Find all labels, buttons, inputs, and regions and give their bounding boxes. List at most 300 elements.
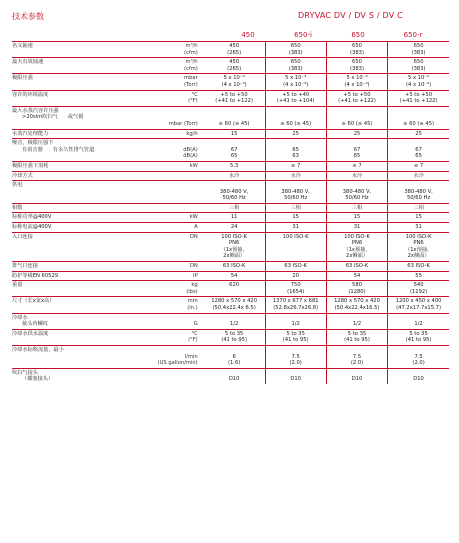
value-line: +5 to +50 [405, 91, 433, 98]
value-cell-650 [326, 232, 387, 261]
value-line: 5 to 35 [286, 330, 305, 337]
unit-line: DN [189, 233, 198, 240]
value-line [329, 315, 385, 322]
value-line: 54 [353, 272, 361, 279]
value-cell-650-i [265, 181, 326, 204]
value-line: 6 [232, 353, 236, 360]
unit-cell [137, 203, 204, 213]
value-line: 三相 [351, 204, 363, 211]
unit-line [139, 140, 198, 147]
unit-line: °C [191, 330, 198, 337]
value-line: ≤ 7 [413, 162, 424, 169]
value-cell-650-r [388, 213, 449, 223]
spec-row [12, 313, 449, 329]
param-cell [12, 262, 137, 272]
unit-line [139, 173, 198, 180]
value-cell-650 [326, 42, 387, 58]
value-line: PN6 [228, 240, 240, 247]
product-series-title: DRYVAC DV / DV S / DV C [298, 11, 403, 20]
unit-line: (cfm) [183, 49, 198, 56]
value-line [268, 247, 324, 254]
value-line: 100 ISO-K [405, 233, 432, 240]
value-line [329, 347, 385, 354]
unit-line: dB(A) [183, 153, 198, 160]
value-line: 63 ISO-K [407, 263, 430, 270]
value-line: 24 [230, 224, 238, 231]
spec-row [12, 297, 449, 313]
value-line [390, 140, 447, 147]
param-subline: （插塞接头） [22, 376, 54, 383]
value-cell-650 [326, 90, 387, 106]
value-line: 25 [353, 130, 361, 137]
value-cell-650-r [388, 181, 449, 204]
value-line: (383) [288, 49, 303, 56]
param-name: 重量 [12, 282, 23, 289]
value-cell-650-i [265, 281, 326, 297]
value-line: 67 [353, 146, 361, 153]
unit-line [139, 370, 198, 377]
value-line [206, 347, 263, 354]
unit-line: (lbs) [186, 288, 198, 295]
value-line: D10 [290, 376, 301, 383]
value-cell-450 [204, 42, 265, 58]
value-cell-650-i [265, 232, 326, 261]
value-line [206, 289, 263, 296]
value-line: 67 [415, 146, 422, 153]
value-line: 5 x 10⁻³ [285, 75, 307, 82]
value-line: (265) [227, 49, 242, 56]
unit-line: kg [191, 282, 198, 289]
param-name: 冷却水供水温度 [12, 330, 49, 337]
unit-line [139, 108, 198, 115]
value-line: 水冷 [228, 172, 240, 179]
value-line: 5 x 10⁻³ [346, 75, 368, 82]
unit-cell [137, 329, 204, 345]
value-cell-650-i [265, 90, 326, 106]
unit-line: DN [189, 263, 198, 270]
param-name: 最大水蒸汽容许压强 [12, 107, 59, 114]
value-line: 67 [230, 146, 238, 153]
value-cell-650 [326, 368, 387, 384]
value-line: 31 [353, 224, 361, 231]
param-name: 入口连接 [12, 233, 33, 240]
param-cell [12, 171, 137, 181]
value-cell-650-r [388, 223, 449, 233]
value-cell-450 [204, 223, 265, 233]
value-line: (52.8x26.7x26.8) [273, 305, 319, 311]
value-cell-450 [204, 139, 265, 162]
value-line: (41 to 95) [282, 337, 309, 344]
unit-line: G [193, 321, 198, 328]
value-cell-450 [204, 232, 265, 261]
value-line [268, 347, 324, 354]
unit-line [139, 376, 198, 383]
value-line: D10 [228, 376, 240, 383]
value-cell-650 [326, 161, 387, 171]
section-title: 技术参数 [12, 12, 44, 21]
value-line: (265) [227, 65, 242, 72]
value-line [206, 315, 263, 322]
value-cell-650-r [388, 106, 449, 129]
value-cell-450 [204, 58, 265, 74]
value-line: （1x预抽， [220, 246, 248, 253]
spec-row [12, 203, 449, 213]
param-cell [12, 161, 137, 171]
value-cell-650 [326, 129, 387, 139]
value-cell-650-r [388, 281, 449, 297]
param-name: 标称电流@400V [12, 224, 52, 231]
value-cell-650 [326, 281, 387, 297]
spec-row [12, 213, 449, 223]
param-cell [12, 329, 137, 345]
param-cell [12, 313, 137, 329]
unit-line: m³/h [185, 43, 198, 49]
value-line: 650 [413, 43, 424, 49]
value-cell-650 [326, 181, 387, 204]
value-line: ≤ 7 [352, 162, 362, 169]
value-cell-650-r [388, 171, 449, 181]
model-label-650: 650 [351, 31, 365, 39]
value-line: 63 [292, 153, 299, 160]
value-cell-650 [326, 171, 387, 181]
param-name: 排气口连接 [12, 263, 38, 270]
value-line: 5.3 [230, 162, 239, 169]
model-label-450: 450 [241, 31, 255, 39]
value-line: 100 ISO-K [221, 233, 248, 240]
value-line: (4 x 10⁻³) [283, 81, 309, 88]
value-cell-450 [204, 213, 265, 223]
value-cell-450 [204, 129, 265, 139]
value-line: 380-480 V, [342, 188, 372, 195]
value-line: 50/60 Hz [406, 195, 431, 202]
value-cell-650 [326, 297, 387, 313]
unit-cell [137, 262, 204, 272]
param-cell [12, 42, 137, 58]
value-line [268, 108, 324, 115]
value-cell-650 [326, 139, 387, 162]
unit-line: (°F) [188, 98, 198, 105]
value-line: 55 [415, 272, 422, 279]
spec-row [12, 281, 449, 297]
unit-cell [137, 297, 204, 313]
value-line: 5 x 10⁻³ [223, 75, 245, 82]
param-name: 相数 [12, 204, 23, 211]
param-name: 尺寸（长x宽x高） [12, 298, 55, 305]
unit-line: (°F) [188, 337, 198, 344]
unit-line: m³/h [185, 59, 198, 66]
value-line: (2.0) [350, 360, 364, 367]
param-subline: >20slm吹扫气 [22, 114, 58, 121]
value-line [329, 114, 385, 121]
value-cell-650-i [265, 42, 326, 58]
value-cell-650-i [265, 345, 326, 368]
param-cell [12, 368, 137, 384]
unit-line: (in.) [187, 305, 198, 311]
unit-line: mm [187, 298, 198, 305]
model-label-650-i: 650-i [294, 31, 312, 39]
value-line [268, 240, 324, 247]
unit-line [139, 315, 198, 322]
value-cell-450 [204, 181, 265, 204]
value-line: (383) [288, 65, 303, 72]
value-cell-650 [326, 74, 387, 90]
param-cell [12, 232, 137, 261]
param-name: 冷却水标称流量，最小 [12, 346, 64, 353]
unit-line [139, 114, 198, 121]
value-line: 1/2 [352, 321, 362, 328]
value-cell-450 [204, 329, 265, 345]
value-line: ≤ 7 [291, 162, 301, 169]
param-name: 吹扫气接头 [12, 369, 38, 376]
param-subline: 或气镇 [67, 114, 84, 121]
value-cell-450 [204, 161, 265, 171]
value-cell-650-r [388, 368, 449, 384]
unit-line [139, 195, 198, 202]
value-cell-650-i [265, 297, 326, 313]
value-cell-450 [204, 368, 265, 384]
value-line: +5 to +50 [220, 91, 248, 98]
value-cell-450 [204, 281, 265, 297]
spec-row [12, 106, 449, 129]
unit-line [139, 347, 198, 354]
value-cell-650 [326, 223, 387, 233]
value-line: +5 to +40 [282, 91, 310, 98]
value-cell-450 [204, 74, 265, 90]
value-cell-650 [326, 313, 387, 329]
value-line: (+41 to +122) [338, 98, 376, 105]
param-name: 水蒸汽处理能力 [12, 130, 49, 137]
value-line: 2x侧面） [346, 253, 368, 260]
value-line: 620 [229, 282, 240, 289]
value-line [206, 108, 263, 115]
param-subline: 有消音器 [22, 146, 43, 153]
param-cell [12, 74, 137, 90]
value-line: 63 ISO-K [345, 263, 369, 270]
param-name: 最大有效抽速 [12, 59, 44, 66]
unit-cell [137, 368, 204, 384]
param-subline: 有永久性排气管道 [52, 146, 95, 153]
value-line: PN6 [413, 240, 424, 247]
spec-row [12, 129, 449, 139]
param-subline: 接头内螺纹 [22, 321, 48, 328]
value-cell-650 [326, 203, 387, 213]
value-cell-650 [326, 213, 387, 223]
spec-row [12, 139, 449, 162]
param-name: 容许的环境温度 [12, 91, 49, 98]
value-cell-650 [326, 271, 387, 281]
value-cell-650-i [265, 106, 326, 129]
unit-cell [137, 90, 204, 106]
unit-line: kW [189, 214, 198, 221]
model-label-650-r: 650-r [403, 31, 423, 39]
value-line: 7.5 [414, 353, 423, 360]
unit-line [139, 182, 198, 189]
value-line: (383) [350, 49, 364, 56]
param-cell [12, 58, 137, 74]
value-line: 650 [352, 59, 362, 66]
value-line: PN6 [351, 240, 363, 247]
value-line: (+41 to +104) [276, 98, 315, 105]
value-line [268, 114, 324, 121]
param-cell [12, 203, 137, 213]
unit-line: dB(A) [183, 146, 198, 153]
spec-row [12, 90, 449, 106]
value-cell-650-i [265, 58, 326, 74]
value-cell-650-i [265, 329, 326, 345]
value-cell-650-r [388, 329, 449, 345]
value-line: 650 [413, 59, 424, 66]
value-cell-650-i [265, 223, 326, 233]
value-cell-650 [326, 345, 387, 368]
value-line: 5 x 10⁻³ [408, 75, 430, 82]
value-line [268, 140, 324, 147]
value-cell-650-r [388, 161, 449, 171]
value-cell-450 [204, 106, 265, 129]
value-line: ≥ 60 (≥ 45) [280, 120, 312, 127]
value-line: 5 to 35 [224, 330, 244, 337]
value-line: 20 [292, 272, 299, 279]
value-cell-650 [326, 329, 387, 345]
value-line: (383) [411, 65, 426, 72]
unit-cell [137, 271, 204, 281]
unit-cell [137, 161, 204, 171]
value-line: 25 [415, 130, 422, 137]
value-cell-650-r [388, 203, 449, 213]
value-cell-450 [204, 262, 265, 272]
value-line: 水冷 [413, 172, 424, 179]
value-line: (+41 to +122) [215, 98, 253, 105]
value-cell-450 [204, 313, 265, 329]
unit-line: (US gallon/min) [157, 360, 198, 367]
value-line [390, 182, 447, 189]
value-line [268, 253, 324, 260]
value-line: 750 [290, 282, 301, 289]
value-cell-650-r [388, 58, 449, 74]
value-line [390, 114, 447, 121]
value-line: 2x侧面） [407, 253, 430, 260]
value-line: 65 [415, 153, 422, 160]
value-line: (50.4x22.4x 6.5) [212, 305, 256, 311]
value-line: 三相 [228, 204, 240, 211]
value-cell-450 [204, 297, 265, 313]
value-line: 15 [292, 214, 299, 221]
spec-row [12, 74, 449, 90]
spec-row [12, 368, 449, 384]
unit-cell [137, 345, 204, 368]
value-line [329, 140, 385, 147]
unit-cell [137, 106, 204, 129]
value-line: (1654) [287, 288, 305, 295]
spec-row [12, 232, 449, 261]
unit-cell [137, 232, 204, 261]
value-line: 三相 [413, 204, 424, 211]
param-cell [12, 281, 137, 297]
param-cell [12, 297, 137, 313]
value-line: 50/60 Hz [345, 195, 369, 202]
spec-row [12, 262, 449, 272]
param-cell [12, 181, 137, 204]
unit-line: °C [191, 91, 198, 98]
value-line: (1280) [348, 288, 366, 295]
value-line: 7.5 [352, 353, 362, 360]
value-line [268, 315, 324, 322]
value-line: 15 [415, 214, 422, 221]
spec-row [12, 42, 449, 58]
value-cell-650-i [265, 74, 326, 90]
unit-line: mbar [184, 75, 198, 82]
value-cell-650-i [265, 129, 326, 139]
value-line: +5 to +50 [343, 91, 371, 98]
value-line [206, 370, 263, 377]
param-cell [12, 139, 137, 162]
value-line: 63 ISO-K [284, 263, 307, 270]
param-cell [12, 271, 137, 281]
value-line: (+41 to +122) [399, 98, 438, 105]
param-cell [12, 223, 137, 233]
value-cell-650-r [388, 345, 449, 368]
spec-row [12, 329, 449, 345]
unit-line [139, 205, 198, 212]
value-line [268, 182, 324, 189]
value-line: 三相 [290, 204, 301, 211]
param-name: 冷却方式 [12, 172, 33, 179]
value-line: 1200 x 450 x 400 [395, 298, 442, 305]
value-line: ≥ 60 (≥ 45) [218, 120, 250, 127]
unit-line: A [194, 224, 198, 231]
unit-cell [137, 213, 204, 223]
value-line: 1280 x 570 x 420 [334, 298, 380, 305]
value-cell-650-i [265, 368, 326, 384]
param-cell [12, 345, 137, 368]
value-cell-650-r [388, 313, 449, 329]
unit-line: IP [193, 272, 198, 279]
param-name: 噪音，极限压强下 [12, 140, 54, 147]
value-cell-650-r [388, 262, 449, 272]
value-line: 5 to 35 [409, 330, 428, 337]
value-cell-650-i [265, 262, 326, 272]
unit-line: kW [189, 162, 198, 169]
value-line: 2x侧面） [223, 253, 246, 260]
param-name: 冷却水 [12, 314, 28, 321]
param-cell [12, 106, 137, 129]
spec-row [12, 271, 449, 281]
value-line: 1280 x 570 x 420 [211, 298, 257, 305]
value-cell-650-i [265, 171, 326, 181]
value-line: 65 [292, 146, 299, 153]
unit-cell [137, 129, 204, 139]
param-cell [12, 213, 137, 223]
value-line: （1x预抽， [405, 246, 433, 253]
value-line [268, 370, 324, 377]
value-line [390, 347, 447, 354]
value-line: (383) [350, 65, 364, 72]
spec-row [12, 223, 449, 233]
param-name: 名义抽速 [12, 43, 33, 49]
value-cell-650-i [265, 213, 326, 223]
value-line [206, 140, 263, 147]
value-cell-450 [204, 203, 265, 213]
value-line: 水冷 [351, 172, 363, 179]
value-cell-650-r [388, 129, 449, 139]
value-line: ≥ 60 (≥ 45) [403, 120, 435, 127]
value-line: (4 x 10⁻³) [221, 81, 247, 88]
value-line: 1370 x 677 x 681 [272, 298, 319, 305]
value-line: (1.6) [227, 360, 241, 367]
value-line: (4 x 10⁻³) [406, 81, 432, 88]
value-line: 63 ISO-K [222, 263, 246, 270]
value-line: 100 ISO-K [344, 233, 370, 240]
unit-line [139, 189, 198, 196]
